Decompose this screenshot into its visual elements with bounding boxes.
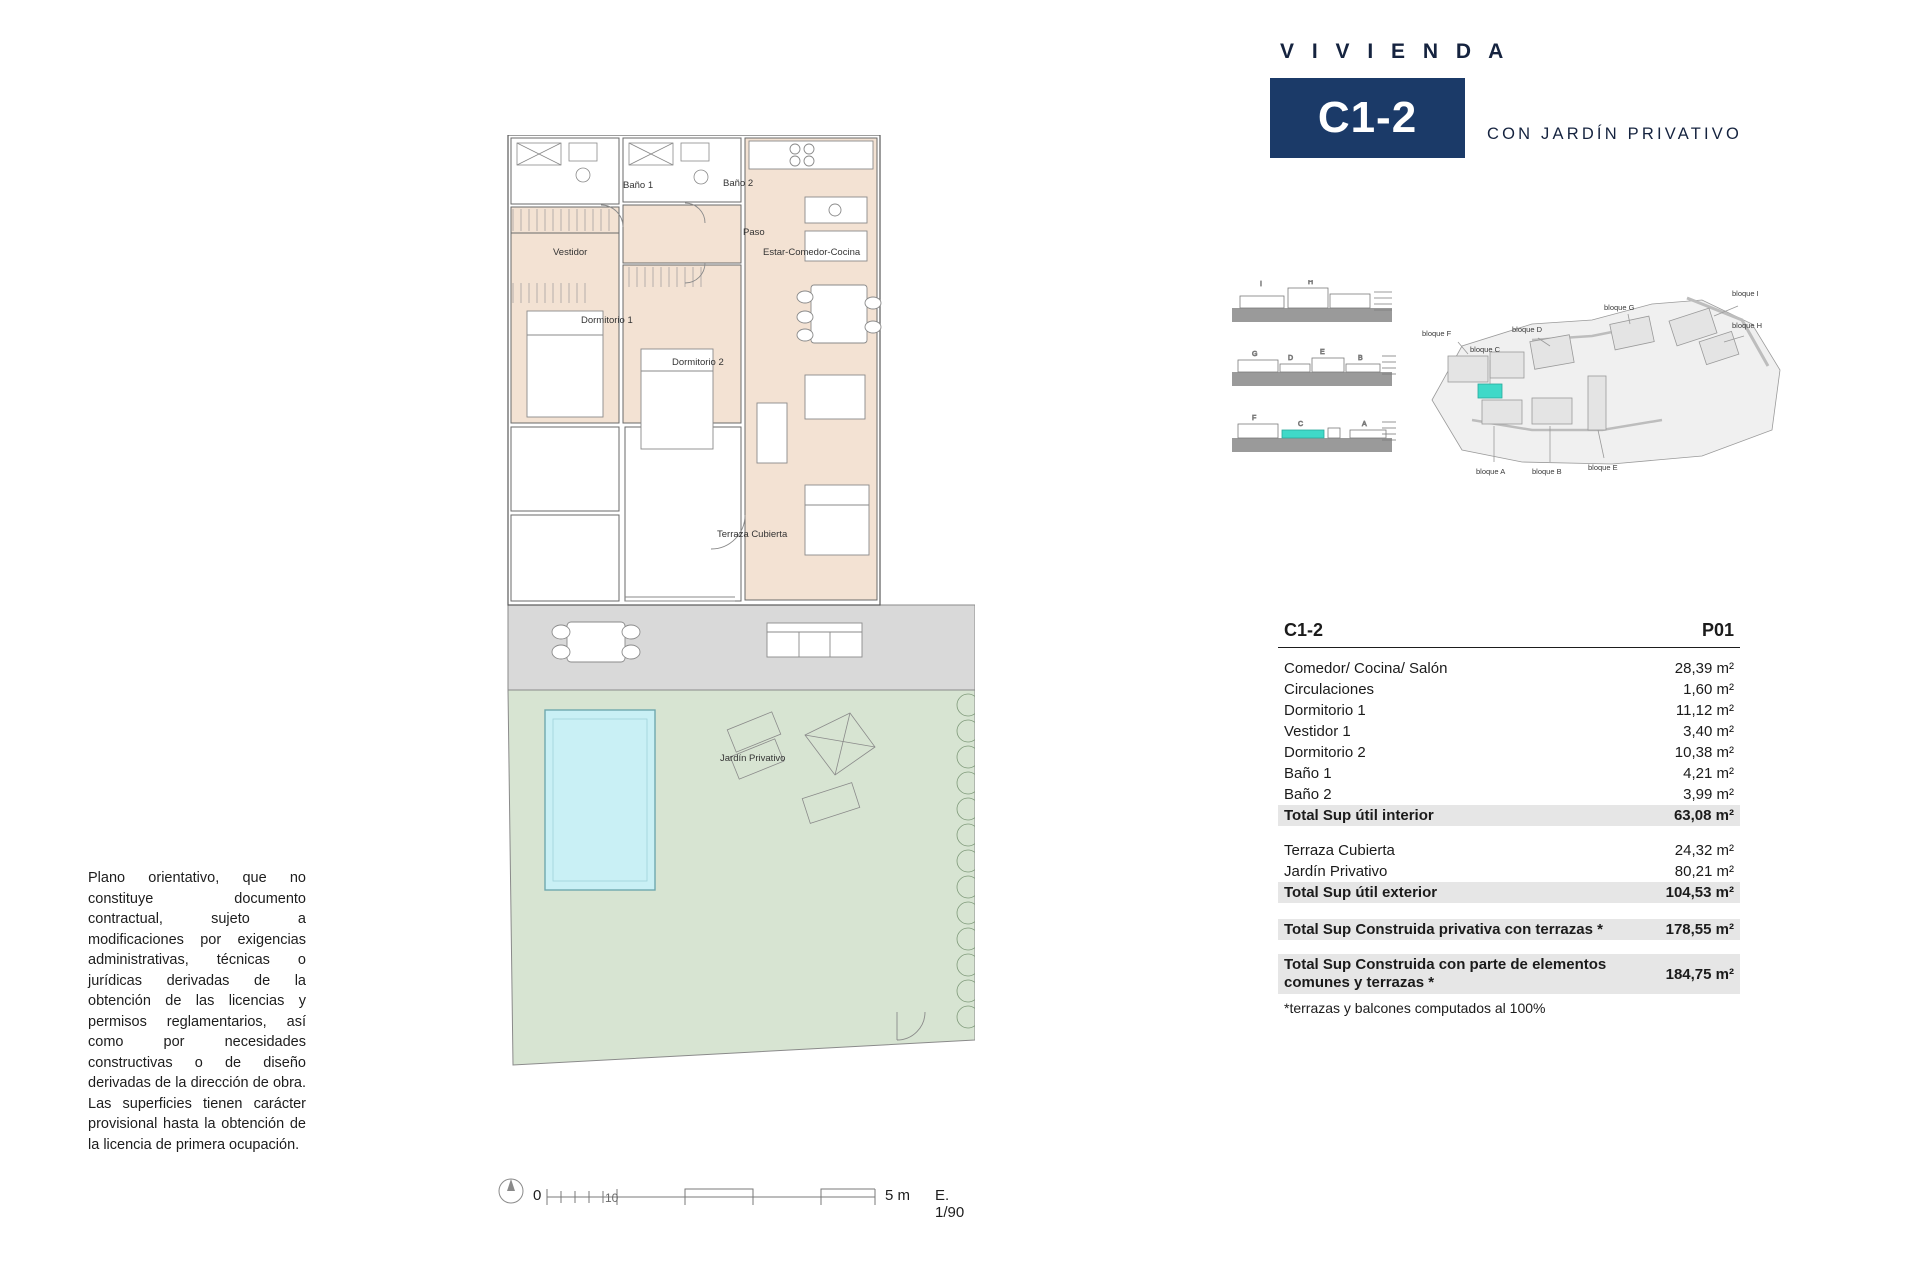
table-row xyxy=(1278,840,1740,861)
row-value: 3,99 m² xyxy=(1683,786,1734,803)
room-label-dormitorio1: Dormitorio 1 xyxy=(581,315,633,326)
table-header xyxy=(1278,620,1740,648)
svg-text:D: D xyxy=(1288,355,1294,362)
row-value: 24,32 m² xyxy=(1674,842,1734,859)
row-value: 1,60 m² xyxy=(1683,681,1734,698)
table-row xyxy=(1278,658,1740,679)
table-floor-code: P01 xyxy=(1701,620,1734,640)
room-label-terraza: Terraza Cubierta xyxy=(717,529,788,540)
site-label-bloque-c: bloque C xyxy=(1470,345,1501,354)
row-value: 184,75 m² xyxy=(1665,965,1734,983)
row-label: Dormitorio 1 xyxy=(1284,702,1366,719)
svg-text:B: B xyxy=(1358,355,1363,362)
site-label-bloque-b: bloque B xyxy=(1532,467,1562,476)
table-row xyxy=(1278,721,1740,742)
scale-zero-label: 0 xyxy=(533,1187,542,1204)
table-total-built-private xyxy=(1278,919,1740,940)
table-total-exterior xyxy=(1278,882,1740,903)
row-value: 28,39 m² xyxy=(1674,660,1734,677)
table-total-built-common xyxy=(1278,954,1740,994)
unit-header xyxy=(1270,40,1830,158)
table-row xyxy=(1278,700,1740,721)
row-label: Circulaciones xyxy=(1284,681,1375,698)
row-label: Comedor/ Cocina/ Salón xyxy=(1284,660,1448,677)
room-label-bano2: Baño 2 xyxy=(723,178,754,189)
room-label-vestidor: Vestidor xyxy=(553,247,588,258)
scale-bar xyxy=(495,1175,975,1221)
row-value: 80,21 m² xyxy=(1674,863,1734,880)
table-row xyxy=(1278,679,1740,700)
room-label-jardin: Jardín Privativo xyxy=(720,753,786,764)
row-label: Total Sup Construida privativa con terrazas * xyxy=(1284,921,1603,938)
table-row xyxy=(1278,742,1740,763)
room-label-dormitorio2: Dormitorio 2 xyxy=(672,357,724,368)
svg-text:I: I xyxy=(1260,281,1262,288)
row-label: Vestidor 1 xyxy=(1284,723,1351,740)
room-label-estar: Estar-Comedor-Cocina xyxy=(763,247,861,258)
row-label: Baño 2 xyxy=(1284,786,1332,803)
row-value: 3,40 m² xyxy=(1683,723,1734,740)
site-label-bloque-f: bloque F xyxy=(1422,329,1452,338)
key-plans xyxy=(1232,280,1852,490)
scale-ratio-label: E. 1/90 xyxy=(935,1187,965,1221)
surfaces-table xyxy=(1278,620,1740,1016)
svg-text:E: E xyxy=(1320,349,1325,356)
svg-text:F: F xyxy=(1252,415,1257,422)
row-label: Jardín Privativo xyxy=(1284,863,1388,880)
floor-plan xyxy=(505,135,975,1110)
room-label-bano1: Baño 1 xyxy=(623,180,654,191)
scale-mid-label: 10 xyxy=(605,1191,619,1205)
svg-text:H: H xyxy=(1308,280,1314,286)
row-value: 63,08 m² xyxy=(1673,807,1734,824)
table-row xyxy=(1278,784,1740,805)
svg-text:G: G xyxy=(1252,351,1258,358)
table-row xyxy=(1278,861,1740,882)
svg-text:C: C xyxy=(1298,421,1304,428)
disclaimer-text: Plano orientativo, que no constituye documento contractual, sujeto a modificaciones por exigencias administrativas, técnicas o jurídicas derivadas de la obtención de las licencias y permisos reglamentarios, así como por necesidades constructivas o de diseño derivadas de la dirección de obra. Las superficies tienen carácter provisional hasta la obtención de la licencia de primera ocupación. xyxy=(88,870,306,1153)
table-unit-code: C1-2 xyxy=(1284,620,1324,640)
table-row xyxy=(1278,763,1740,784)
row-label: Dormitorio 2 xyxy=(1284,744,1366,761)
row-label: Total Sup útil interior xyxy=(1284,807,1434,824)
row-value: 11,12 m² xyxy=(1675,702,1734,719)
table-total-interior xyxy=(1278,805,1740,826)
row-value: 10,38 m² xyxy=(1674,744,1734,761)
row-label: Total Sup Construida con parte de elementos comunes y terrazas * xyxy=(1284,956,1607,991)
scale-end-label: 5 m xyxy=(885,1187,911,1204)
room-label-paso: Paso xyxy=(743,227,765,238)
site-label-bloque-a: bloque A xyxy=(1476,467,1506,476)
unit-subtitle: CON JARDÍN PRIVATIVO xyxy=(1487,125,1742,143)
site-label-bloque-e: bloque E xyxy=(1588,463,1618,472)
row-value: 104,53 m² xyxy=(1665,884,1734,901)
site-label-bloque-g: bloque G xyxy=(1604,303,1635,312)
vivienda-label: V I V I E N D A xyxy=(1280,40,1510,63)
floor-plan-drawing xyxy=(505,135,975,1100)
row-label: Baño 1 xyxy=(1284,765,1332,782)
site-label-bloque-i: bloque I xyxy=(1732,289,1759,298)
svg-text:A: A xyxy=(1362,421,1367,428)
row-value: 178,55 m² xyxy=(1665,921,1734,938)
row-label: Terraza Cubierta xyxy=(1284,842,1395,859)
site-label-bloque-h: bloque H xyxy=(1732,321,1763,330)
table-footnote: *terrazas y balcones computados al 100% xyxy=(1284,1000,1546,1016)
unit-code-badge: C1-2 xyxy=(1270,78,1465,158)
row-label: Total Sup útil exterior xyxy=(1284,884,1438,901)
row-value: 4,21 m² xyxy=(1683,765,1734,782)
key-plan-drawing xyxy=(1232,280,1852,490)
site-label-bloque-d: bloque D xyxy=(1512,325,1543,334)
